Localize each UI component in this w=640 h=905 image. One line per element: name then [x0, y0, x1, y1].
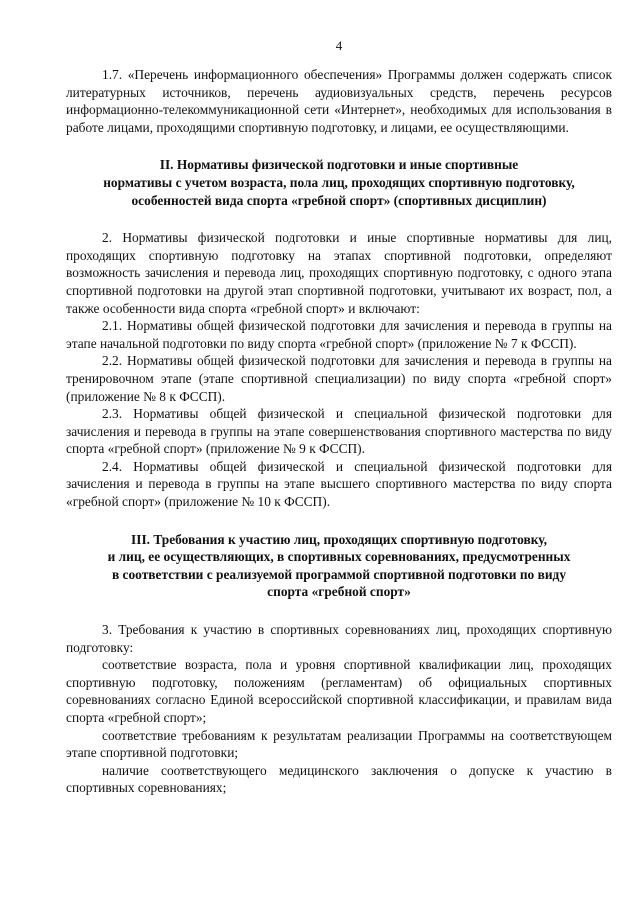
- document-body: [66, 66, 612, 797]
- section-3-title-line: спорта «гребной спорт»: [267, 584, 411, 600]
- section-2-heading: [66, 156, 612, 209]
- paragraph-2-2: 2.2. Нормативы общей физической подготовки для зачисления и перевода в группы на тренировочном этапе (этапе спортивной специализации) по виду спорта «гребной спорт» (приложение № 8 к ФССП).: [66, 353, 612, 404]
- paragraph-2-1: 2.1. Нормативы общей физической подготовки для зачисления и перевода в группы на этапе начальной подготовки по виду спорта «гребной спорт» (приложение № 7 к ФССП).: [66, 318, 612, 351]
- paragraph-3: 3. Требования к участию в спортивных соревнованиях лиц, проходящих спортивную подготовку:: [66, 622, 612, 655]
- paragraph-2-3: 2.3. Нормативы общей физической и специальной физической подготовки для зачисления и перевода в группы на этапе совершенствования спортивного мастерства по виду спорта «гребной спорт» (приложение № 9 к ФССП).: [66, 406, 612, 457]
- paragraph-2: 2. Нормативы физической подготовки и иные спортивные нормативы для лиц, проходящих спортивную подготовку на этапах спортивной подготовки, определяют возможность зачисления и перевода лиц, проходящих спортивную подготовку, с одного этапа спортивной подготовки на другой этап спортивной подготовки, учитывают их возраст, пол, а также особенности вида спорта «гребной спорт» и включают:: [66, 230, 612, 316]
- section-2-title-line: нормативы с учетом возраста, пола лиц, проходящих спортивную подготовку,: [103, 174, 575, 190]
- requirement-item: соответствие требованиям к результатам реализации Программы на соответствующем этапе спортивной подготовки;: [66, 727, 612, 761]
- page-number: 4: [335, 38, 343, 53]
- requirement-item: соответствие возраста, пола и уровня спортивной квалификации лиц, проходящих спортивную подготовку, положениям (регламентам) об официальных спортивных соревнованиях согласно Единой всероссийской спортивной классификации, и правилам вида спорта «гребной спорт»;: [66, 657, 612, 725]
- requirement-item: наличие соответствующего медицинского заключения о допуске к участию в спортивных соревнованиях;: [66, 762, 612, 796]
- section-3-heading: [66, 531, 612, 601]
- paragraph-1-7: 1.7. «Перечень информационного обеспечения» Программы должен содержать список литературных источников, перечень аудиовизуальных средств, перечень ресурсов информационно-телекоммуникационной сети «Интернет», необходимых для использования в работе лицами, проходящими спортивную подготовку, и лицами, ее осуществляющими.: [66, 67, 612, 135]
- paragraph-2-4: 2.4. Нормативы общей физической и специальной физической подготовки для зачисления и перевода в группы на этапе высшего спортивного мастерства по виду спорта «гребной спорт» (приложение № 10 к ФССП).: [66, 458, 612, 510]
- section-2-title-line: особенностей вида спорта «гребной спорт» (спортивных дисциплин): [131, 192, 547, 208]
- section-3-title-line: III. Требования к участию лиц, проходящих спортивную подготовку,: [131, 531, 547, 547]
- section-3-title-line: в соответствии с реализуемой программой спортивной подготовки по виду: [111, 566, 567, 582]
- section-3-title-line: и лиц, ее осуществляющих, в спортивных соревнованиях, предусмотренных: [107, 549, 571, 565]
- section-2-title-line: II. Нормативы физической подготовки и иные спортивные: [159, 157, 519, 173]
